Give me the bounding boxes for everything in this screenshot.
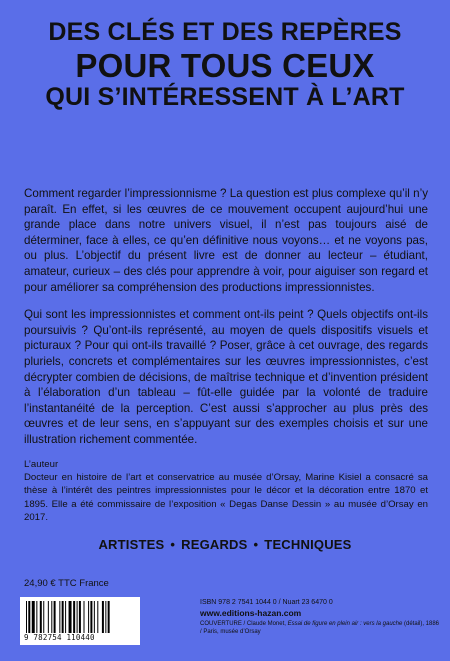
barcode-bar — [26, 601, 27, 633]
barcode-bar — [48, 601, 49, 633]
publisher-info — [200, 598, 440, 636]
credit-prefix: COUVERTURE / Claude Monet, — [200, 621, 288, 627]
barcode-bar — [36, 601, 37, 633]
barcode-bars — [26, 601, 134, 633]
barcode-digits: 9 782754 110440 — [24, 633, 95, 642]
barcode-bar — [69, 601, 72, 633]
headline-line-3: QUI S’INTÉRESSENT À L’ART — [45, 83, 405, 111]
credit-title: Essai de figure en plein air : vers la gauche — [287, 621, 403, 627]
author-bio: Docteur en histoire de l’art et conservatrice au musée d’Orsay, Marine Kisiel a consacré sa thèse à l’intérêt des peintres impressionnistes pour le décor et la décoration entre 1870 et 1895. Elle a été commissaire de l’exposition « Degas Danse Dessin » au musée d’Orsay en 2017. — [24, 472, 428, 523]
barcode-bar — [77, 601, 78, 633]
barcode-bar — [62, 601, 64, 633]
barcode-bar — [43, 601, 44, 633]
isbn: ISBN 978 2 7541 1044 0 / Nuart 23 6470 0 — [200, 599, 333, 606]
barcode-bar — [40, 601, 42, 633]
barcode-bar — [65, 601, 66, 633]
barcode — [20, 597, 140, 645]
headline — [0, 20, 450, 110]
barcode-bar — [59, 601, 60, 633]
barcode-bar — [88, 601, 89, 633]
barcode-bar — [54, 601, 56, 633]
barcode-bar — [94, 601, 95, 633]
barcode-bar — [97, 601, 98, 633]
author-heading: L’auteur — [24, 459, 59, 470]
headline-line-1: DES CLÉS ET DES REPÈRES — [48, 18, 402, 46]
tag-separator: • — [253, 537, 259, 552]
blurb — [24, 186, 428, 460]
tag-techniques: TECHNIQUES — [264, 537, 352, 552]
tag-artistes: ARTISTES — [98, 537, 165, 552]
barcode-bar — [90, 601, 92, 633]
tag-regards: REGARDS — [181, 537, 248, 552]
credit-suffix: (détail), 1886 / Paris, musée d’Orsay — [200, 621, 440, 635]
barcode-bar — [105, 601, 106, 633]
barcode-bar — [51, 601, 52, 633]
blurb-paragraph-1: Comment regarder l’impressionnisme ? La question est plus complexe qu’il n’y paraît. En effet, si les œuvres de ce mouvement occupent aujourd’hui une grande place dans notre univers visuel, il n’est pas toujours aisé de déterminer, face à elles, ce qu’en définitive nous voyons… et ne voyons pas, ou plus. L’objectif du présent livre est de donner au lecteur – étudiant, amateur, curieux – des clés pour apprendre à voir, pour aiguiser son regard et pour améliorer sa compréhension des productions impressionnistes. — [24, 187, 428, 294]
cover-credit — [200, 620, 440, 636]
barcode-bar — [84, 601, 85, 633]
barcode-bar — [108, 601, 110, 633]
blurb-paragraph-2: Qui sont les impressionnistes et comment ont-ils peint ? Quels objectifs ont-ils poursuivis ? Qu’ont-ils représenté, au moyen de quels dispositifs visuels et picturaux ? Pour qui ont-ils travaillé ? Poser, grâce à cet ouvrage, des regards pluriels, concrets et complémentaires sur les œuvres impressionnistes, c’est décrypter combien de décisions, de maîtrise technique et d’invention président à l’élaboration d’un tableau – fût-elle guidée par la volonté de traduire l’instantanéité de la perception. C’est aussi s’approcher au plus près des œuvres et de leur sens, en s’appuyant sur des exemples choisis et sur une illustration richement commentée. — [24, 308, 428, 446]
barcode-bar — [28, 601, 30, 633]
barcode-bar — [102, 601, 104, 633]
price: 24,90 € TTC France — [24, 578, 109, 589]
author-section — [24, 458, 428, 524]
tag-line — [0, 537, 450, 552]
barcode-bar — [73, 601, 75, 633]
barcode-bar — [32, 601, 35, 633]
tag-separator: • — [170, 537, 176, 552]
publisher-url[interactable]: www.editions-hazan.com — [200, 608, 302, 618]
barcode-bar — [79, 601, 81, 633]
headline-line-2: POUR TOUS CEUX — [75, 47, 375, 84]
